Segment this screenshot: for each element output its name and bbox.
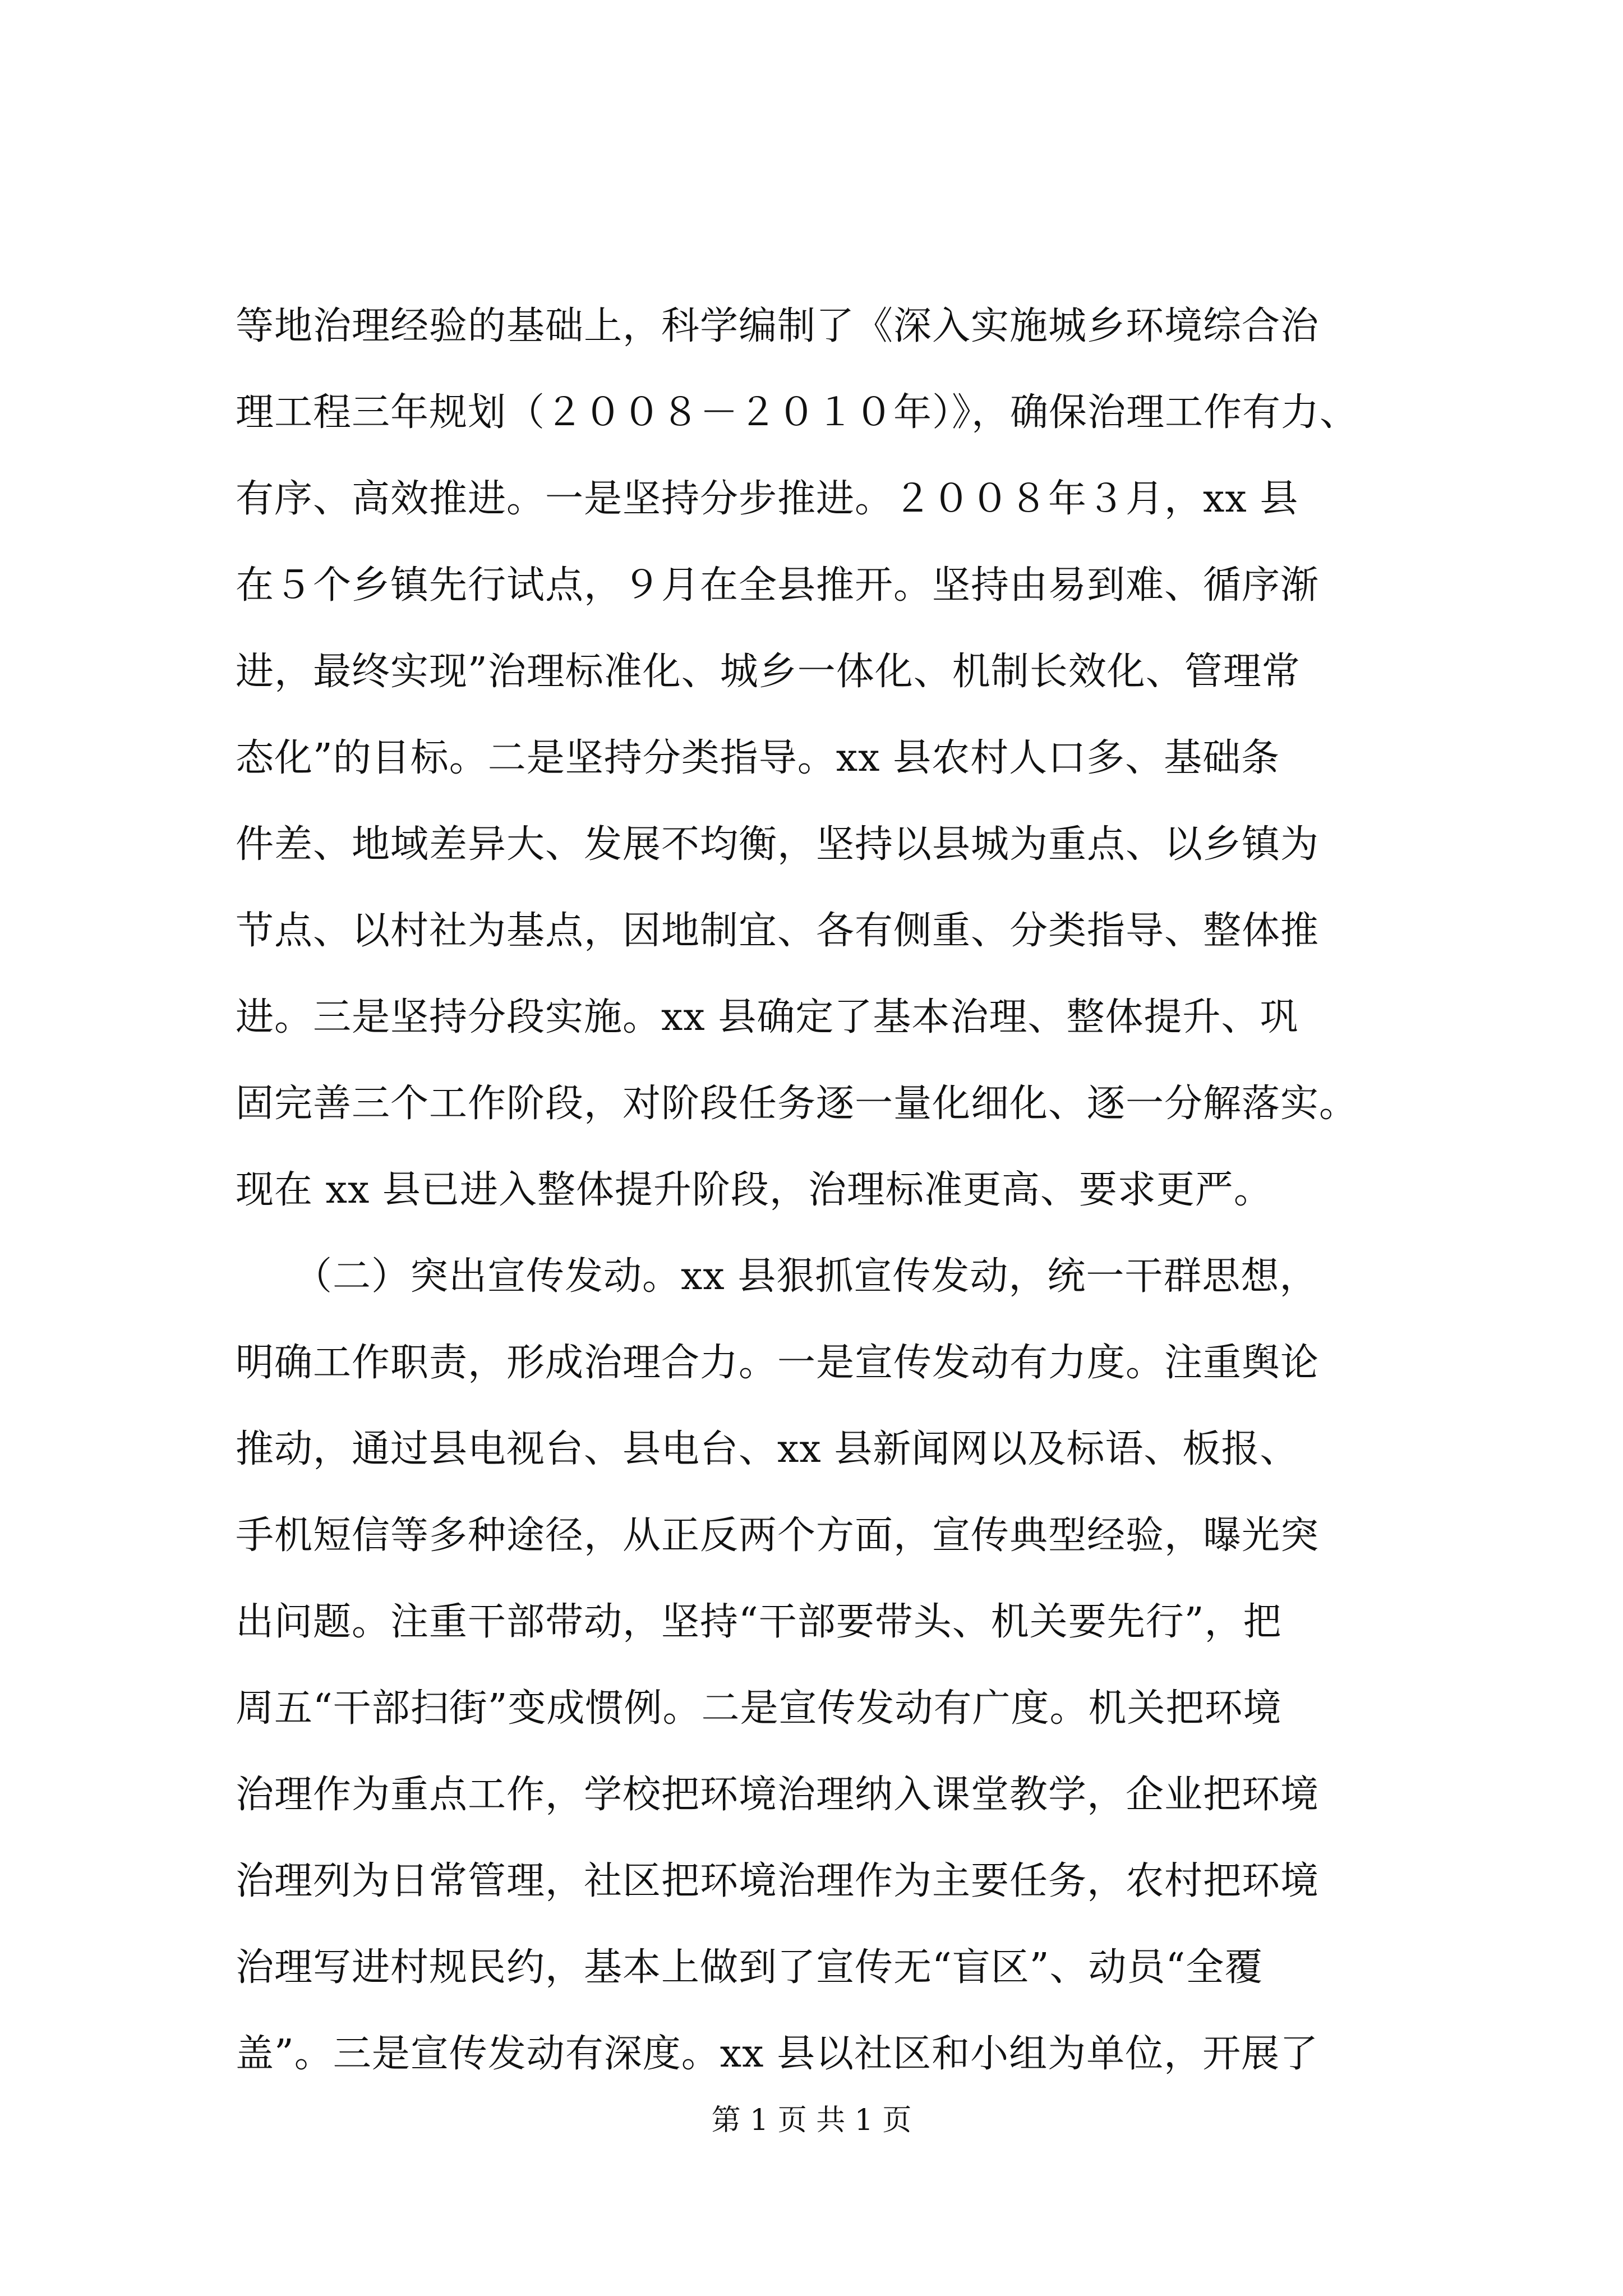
text-line-12: （二）突出宣传发动。xx 县狠抓宣传发动，统一干群思想， xyxy=(236,1254,1318,1299)
text-line-14: 推动，通过县电视台、县电台、xx 县新闻网以及标语、板报、 xyxy=(236,1427,1299,1471)
text-line-2: 理工程三年规划（２００８－２０１０年）》，确保治理工作有力、 xyxy=(236,390,1359,435)
text-line-9: 进。三是坚持分段实施。xx 县确定了基本治理、整体提升、巩 xyxy=(236,995,1299,1039)
text-line-1: 等地治理经验的基础上，科学编制了《深入实施城乡环境综合治 xyxy=(236,304,1320,348)
text-line-6: 态化”的目标。二是坚持分类指导。xx 县农村人口多、基础条 xyxy=(236,736,1280,780)
text-line-17: 周五“干部扫街”变成惯例。二是宣传发动有广度。机关把环境 xyxy=(236,1686,1282,1731)
text-line-8: 节点、以村社为基点，因地制宜、各有侧重、分类指导、整体推 xyxy=(236,909,1320,953)
text-line-18: 治理作为重点工作，学校把环境治理纳入课堂教学，企业把环境 xyxy=(236,1773,1320,1817)
text-line-4: 在５个乡镇先行试点，９月在全县推开。坚持由易到难、循序渐 xyxy=(236,563,1320,608)
text-line-7: 件差、地域差异大、发展不均衡，坚持以县城为重点、以乡镇为 xyxy=(236,822,1320,867)
text-line-19: 治理列为日常管理，社区把环境治理作为主要任务，农村把环境 xyxy=(236,1859,1320,1903)
text-line-3: 有序、高效推进。一是坚持分步推进。２００８年３月，xx 县 xyxy=(236,477,1299,521)
text-line-13: 明确工作职责，形成治理合力。一是宣传发动有力度。注重舆论 xyxy=(236,1341,1320,1385)
text-line-20: 治理写进村规民约，基本上做到了宣传无“盲区”、动员“全覆 xyxy=(236,1945,1264,1990)
text-line-5: 进，最终实现”治理标准化、城乡一体化、机制长效化、管理常 xyxy=(236,650,1301,694)
text-line-11: 现在 xx 县已进入整体提升阶段，治理标准更高、要求更严。 xyxy=(236,1168,1272,1212)
text-line-10: 固完善三个工作阶段，对阶段任务逐一量化细化、逐一分解落实。 xyxy=(236,1082,1358,1126)
text-line-15: 手机短信等多种途径，从正反两个方面，宣传典型经验，曝光突 xyxy=(236,1513,1320,1558)
page-number-footer: 第 1 页 共 1 页 xyxy=(711,2104,912,2137)
text-line-16: 出问题。注重干部带动，坚持“干部要带头、机关要先行”，把 xyxy=(236,1600,1282,1644)
body-text xyxy=(236,283,1413,2097)
text-line-21: 盖”。三是宣传发动有深度。xx 县以社区和小组为单位，开展了 xyxy=(236,2032,1319,2076)
